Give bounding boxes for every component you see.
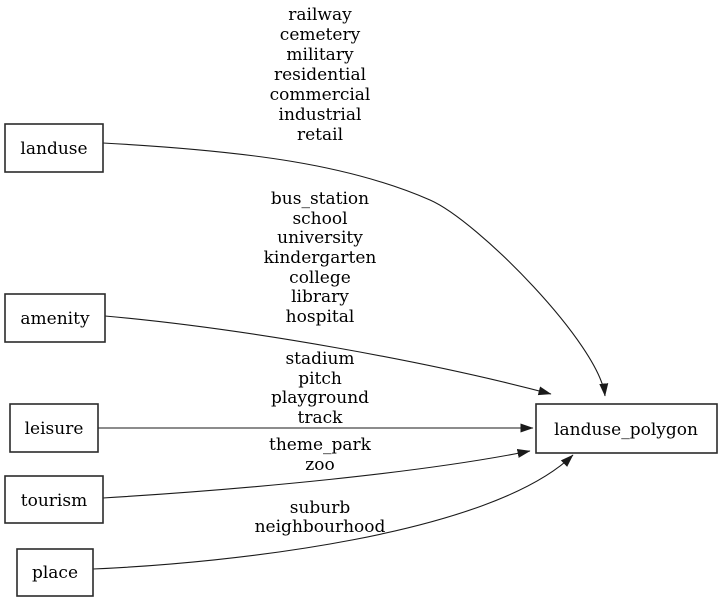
edge-value-suburb: suburb xyxy=(289,498,351,518)
edge-value-playground: playground xyxy=(270,388,370,408)
edge-value-college: college xyxy=(289,268,351,288)
edge-value-cemetery: cemetery xyxy=(279,25,361,45)
edge-value-neighbourhood: neighbourhood xyxy=(254,517,386,537)
node-tourism-label: tourism xyxy=(20,491,88,511)
edge-label-tourism-values xyxy=(269,435,372,475)
edge-value-university: university xyxy=(277,228,363,248)
edge-value-industrial: industrial xyxy=(278,105,362,125)
node-landuse xyxy=(5,124,103,172)
edge-value-residential: residential xyxy=(273,65,367,85)
edge-value-library: library xyxy=(291,287,349,307)
edge-value-bus_station: bus_station xyxy=(270,189,370,209)
node-place-label: place xyxy=(31,563,79,583)
edge-label-place-values xyxy=(255,498,386,537)
edge-value-railway: railway xyxy=(288,5,352,25)
edge-value-track: track xyxy=(297,408,343,428)
edge-value-theme_park: theme_park xyxy=(269,435,371,455)
node-amenity xyxy=(5,294,105,342)
node-landuse-label: landuse xyxy=(20,139,88,159)
edge-value-stadium: stadium xyxy=(285,349,355,369)
edge-value-retail: retail xyxy=(296,125,344,145)
edge-value-kindergarten: kindergarten xyxy=(263,248,377,268)
edge-label-leisure-values xyxy=(271,349,369,428)
node-leisure-label: leisure xyxy=(24,419,84,439)
edge-value-pitch: pitch xyxy=(298,369,342,389)
node-landuse_polygon xyxy=(536,404,717,453)
edge-value-military: military xyxy=(286,45,354,65)
edge-label-landuse-values xyxy=(270,5,371,145)
node-landuse_polygon-label: landuse_polygon xyxy=(554,420,698,440)
node-amenity-label: amenity xyxy=(20,309,90,329)
edge-value-commercial: commercial xyxy=(269,85,371,105)
node-place xyxy=(17,549,93,596)
node-tourism xyxy=(5,476,103,523)
node-leisure xyxy=(10,404,98,452)
edge-value-hospital: hospital xyxy=(285,307,355,327)
edge-label-amenity-values xyxy=(264,189,377,327)
edge-value-school: school xyxy=(292,209,348,229)
edge-value-zoo: zoo xyxy=(305,455,335,475)
